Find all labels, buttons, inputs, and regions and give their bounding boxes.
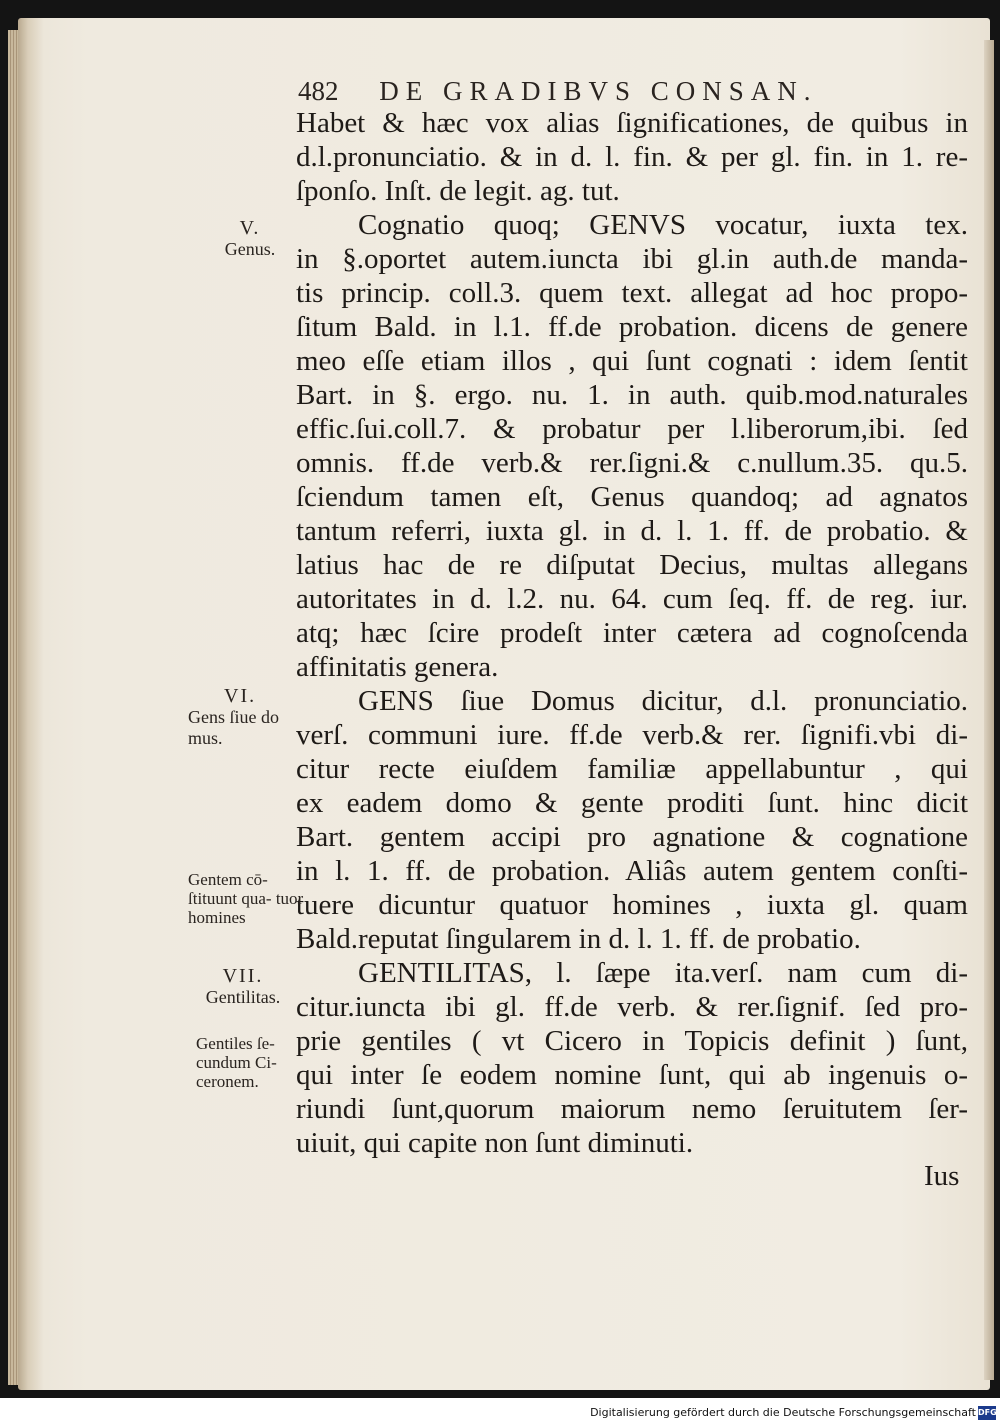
- text-line: GENS ſiue Domus dicitur, d.l. pronunciatio.: [358, 685, 968, 717]
- margin-note-genus: [210, 218, 290, 260]
- running-head: [298, 76, 818, 107]
- text-line: prie gentiles ( vt Cicero in Topicis definit ) ſunt,: [296, 1025, 968, 1057]
- text-line: tuere dicuntur quatuor homines , iuxta gl. quam: [296, 889, 968, 921]
- text-line: effic.ſui.coll.7. & probatur per l.liberorum,ibi. ſed: [296, 413, 968, 445]
- text-line: ſitum Bald. in l.1. ff.de probation. dicens de genere: [296, 311, 968, 343]
- margin-note-number: V.: [239, 217, 261, 239]
- body-text: [296, 106, 968, 1160]
- text-line: citur.iuncta ibi gl. ff.de verb. & rer.ſignif. ſed pro-: [296, 991, 968, 1023]
- text-line: autoritates in d. l.2. nu. 64. cum ſeq. ff. de reg. iur.: [296, 583, 968, 615]
- text-line: verſ. communi iure. ff.de verb.& rer. ſignifi.vbi di-: [296, 719, 968, 751]
- text-line: ex eadem domo & gente proditi ſunt. hinc dicit: [296, 787, 968, 819]
- footer-credit: Digitalisierung gefördert durch die Deutsche Forschungsgemeinschaft: [590, 1406, 976, 1419]
- catchword: Ius: [924, 1160, 960, 1192]
- dfg-logo: DFG: [978, 1406, 996, 1420]
- text-line: Bart. gentem accipi pro agnatione & cognatione: [296, 821, 968, 853]
- text-line: d.l.pronunciatio. & in d. l. fin. & per gl. fin. in 1. re-: [296, 141, 968, 173]
- text-line: ſponſo. Inſt. de legit. ag. tut.: [296, 175, 620, 207]
- text-line: affinitatis genera.: [296, 651, 499, 683]
- page-number: 482: [298, 76, 339, 106]
- margin-note-text: Gentiles ſe- cundum Ci- ceronem.: [196, 1034, 277, 1091]
- text-line: GENTILITAS, l. ſæpe ita.verſ. nam cum di-: [358, 957, 968, 989]
- text-line: Bald.reputat ſingularem in d. l. 1. ff. de probatio.: [296, 923, 861, 955]
- text-line: Bart. in §. ergo. nu. 1. in auth. quib.mod.naturales: [296, 379, 968, 411]
- footer-bar: [0, 1404, 1000, 1424]
- text-line: qui inter ſe eodem nomine ſunt, qui ab ingenuis o-: [296, 1059, 968, 1091]
- text-line: omnis. ff.de verb.& rer.ſigni.& c.nullum.35. qu.5.: [296, 447, 968, 479]
- text-line: latius hac de re diſputat Decius, multas allegans: [296, 549, 968, 581]
- margin-note-gentilitas: [188, 966, 298, 1008]
- text-line: tis princip. coll.3. quem text. allegat ad hoc propo-: [296, 277, 968, 309]
- running-title: DE GRADIBVS CONSAN.: [379, 76, 818, 106]
- margin-note-gentem: [188, 870, 306, 927]
- text-line: Cognatio quoq; GENVS vocatur, iuxta tex.: [358, 209, 968, 241]
- margin-note-number: VII.: [222, 965, 264, 987]
- margin-note-gens: [188, 686, 306, 749]
- page-edge-left: [8, 30, 18, 1385]
- page-edge-right: [984, 40, 994, 1380]
- margin-note-text: Genus.: [224, 239, 276, 259]
- margin-note-text: Gens ſiue do mus.: [188, 707, 279, 748]
- text-line: Habet & hæc vox alias ſignificationes, de quibus in: [296, 107, 968, 139]
- text-line: in l. 1. ff. de probation. Aliâs autem gentem conſti-: [296, 855, 968, 887]
- text-line: riundi ſunt,quorum maiorum nemo ſeruitutem ſer-: [296, 1093, 968, 1125]
- margin-note-number: VI.: [224, 685, 257, 707]
- text-line: meo eſſe etiam illos , qui ſunt cognati : idem ſentit: [296, 345, 968, 377]
- text-line: tantum referri, iuxta gl. in d. l. 1. ff. de probatio. &: [296, 515, 968, 547]
- text-line: in §.oportet autem.iuncta ibi gl.in auth.de manda-: [296, 243, 968, 275]
- text-line: citur recte eiuſdem familiæ appellabuntur , qui: [296, 753, 968, 785]
- text-line: uiuit, qui capite non ſunt diminuti.: [296, 1127, 694, 1159]
- text-line: ſciendum tamen eſt, Genus quandoq; ad agnatos: [296, 481, 968, 513]
- margin-note-text: Gentilitas.: [205, 987, 281, 1007]
- text-line: atq; hæc ſcire prodeſt inter cætera ad cognoſcenda: [296, 617, 968, 649]
- margin-note-text: Gentem cō- ſtituunt qua- tuor homines: [188, 870, 304, 927]
- margin-note-gentiles: [196, 1034, 304, 1091]
